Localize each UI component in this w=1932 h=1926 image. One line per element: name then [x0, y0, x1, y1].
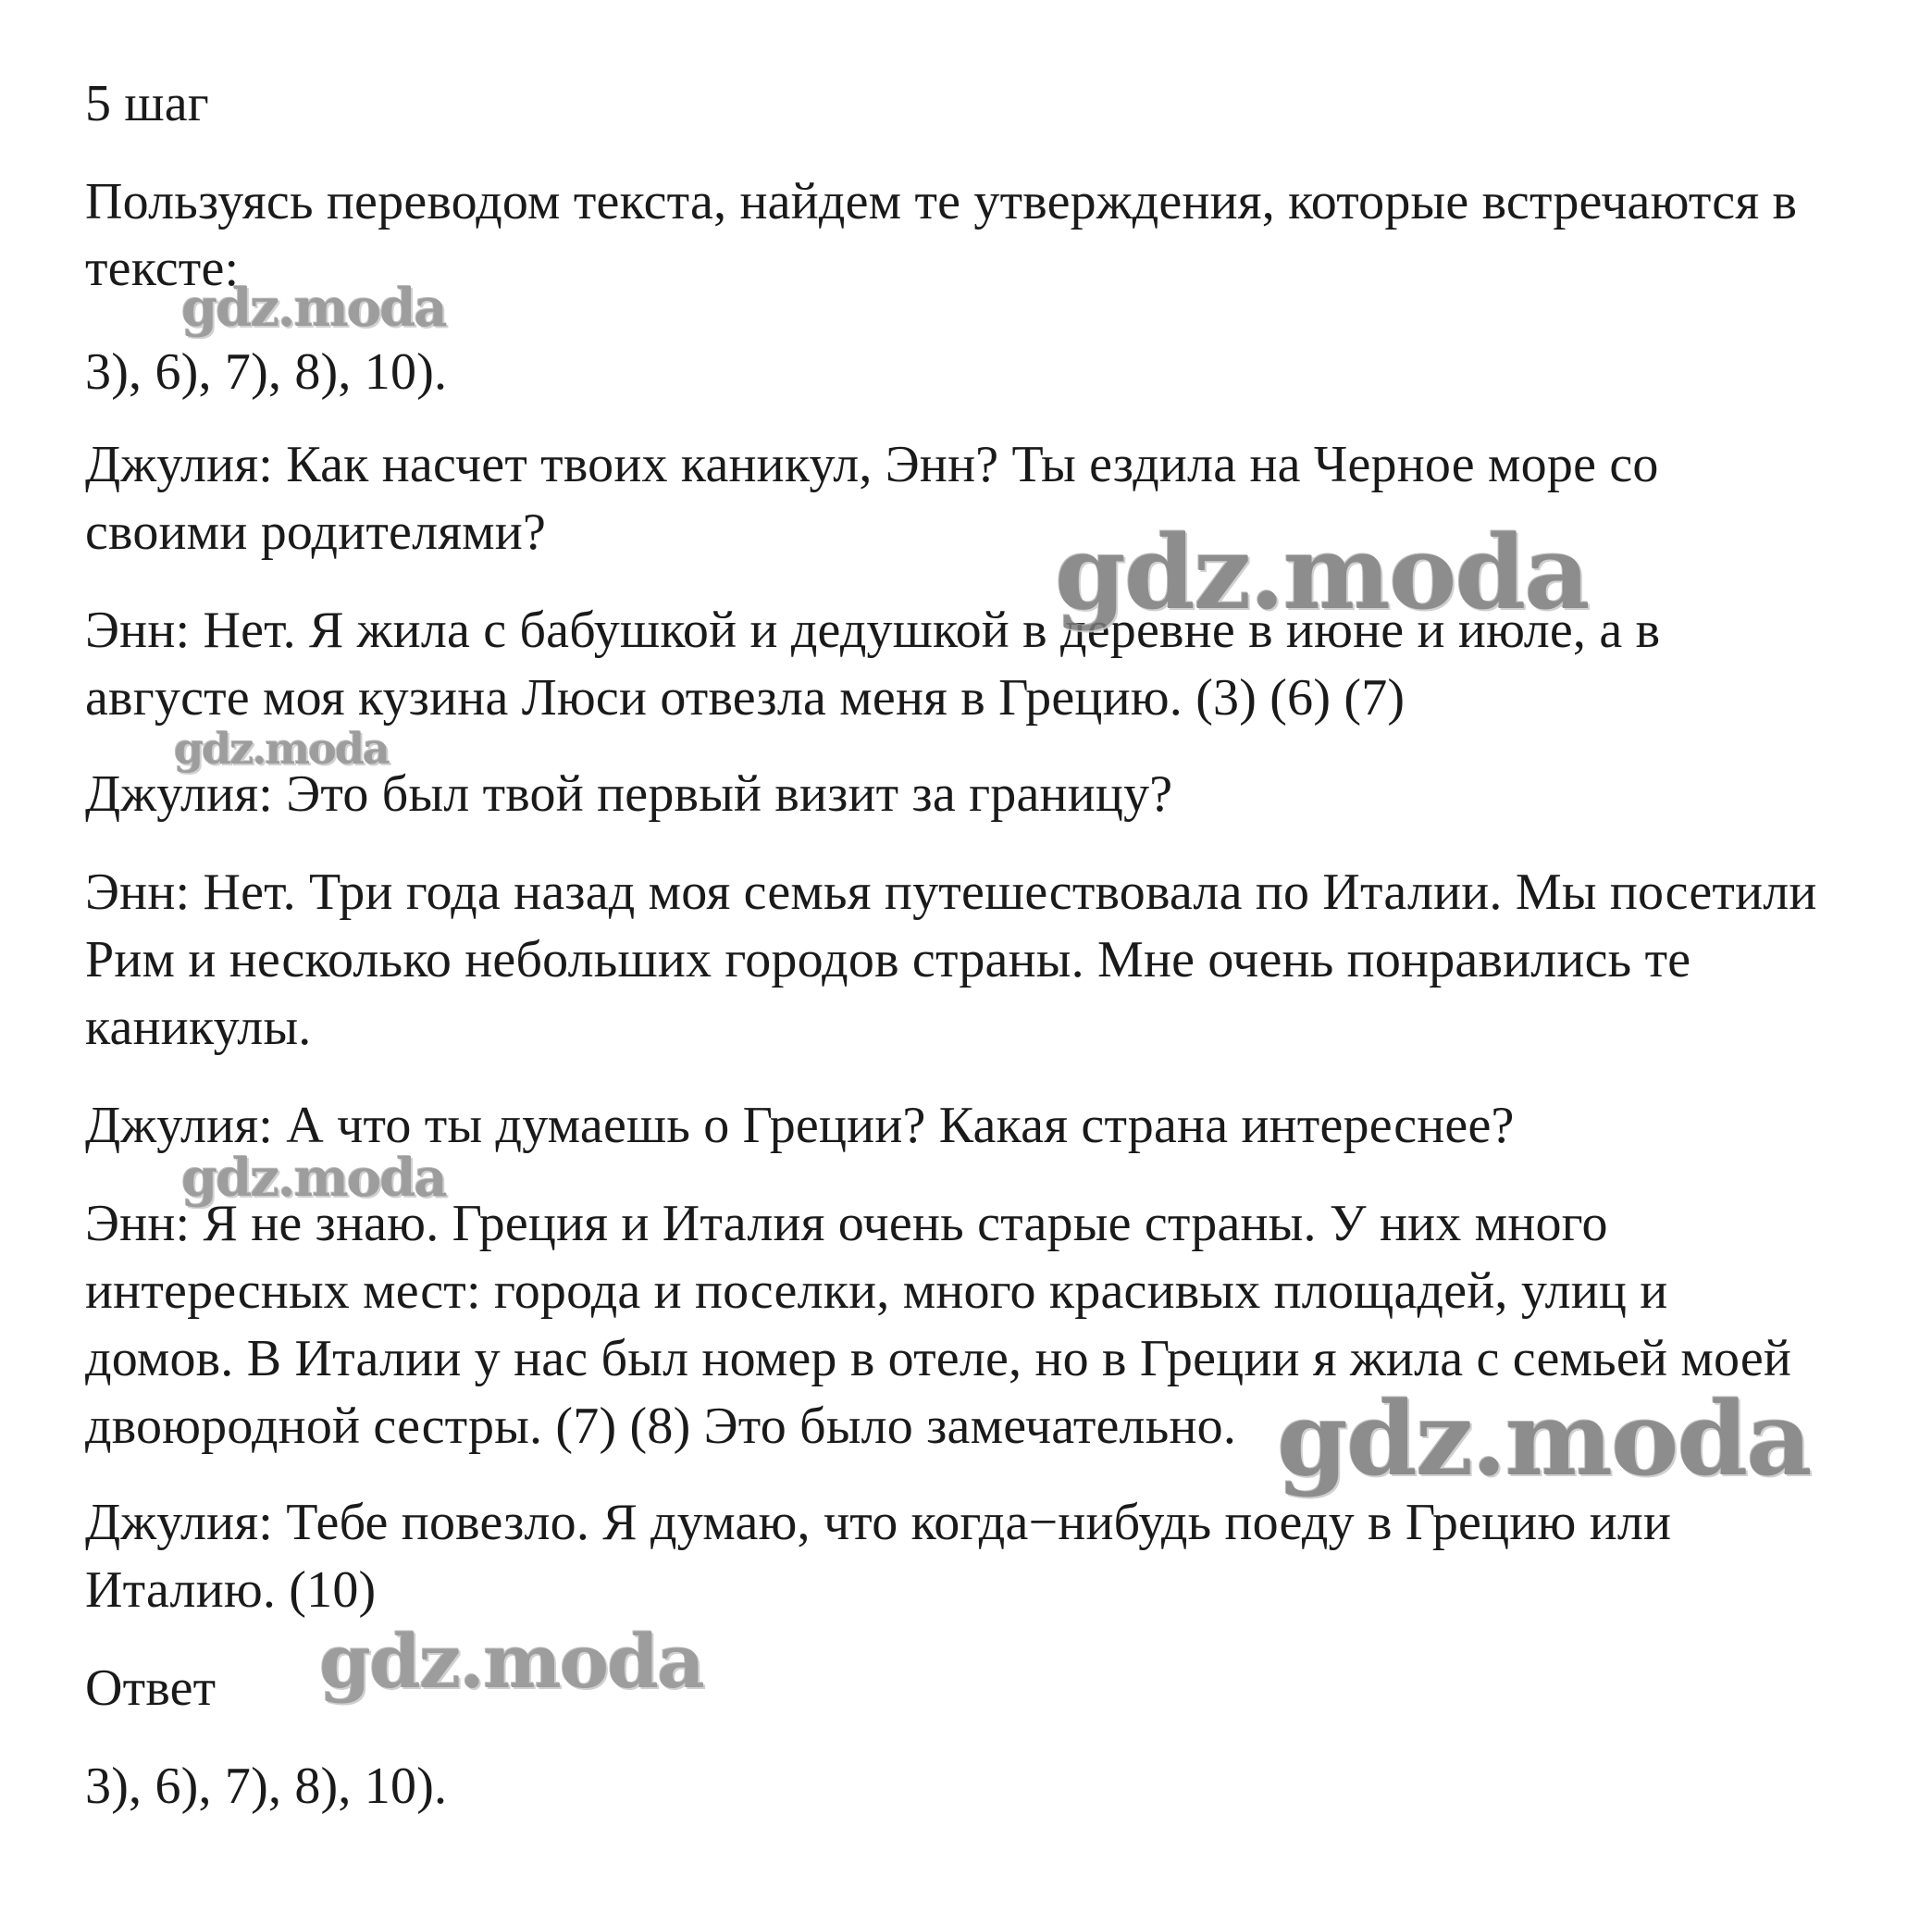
dialogue-line-4: августе моя кузина Люси отвезла меня в Грецию. (3) (6) (7)	[85, 669, 1406, 727]
dialogue-line-9: Джулия: А что ты думаешь о Греции? Какая страна интереснее?	[85, 1097, 1515, 1154]
watermark-5: gdz.moda	[1277, 1379, 1811, 1498]
answer-list-top: 3), 6), 7), 8), 10).	[85, 343, 448, 401]
intro-line-1: Пользуясь переводом текста, найдем те утверждения, которые встречаются в	[85, 173, 1798, 230]
dialogue-line-3: Энн: Нет. Я жила с бабушкой и дедушкой в деревне в июне и июле, а в	[85, 602, 1661, 659]
dialogue-line-7: Рим и несколько небольших городов страны. Мне очень понравились те	[85, 931, 1691, 988]
dialogue-line-12: домов. В Италии у нас был номер в отеле, но в Греции я жила с семьей моей	[85, 1330, 1792, 1387]
answer-label: Ответ	[85, 1659, 217, 1717]
dialogue-line-8: каникулы.	[85, 999, 312, 1056]
dialogue-line-10: Энн: Я не знаю. Греция и Италия очень старые страны. У них много	[85, 1195, 1608, 1252]
dialogue-line-13: двоюродной сестры. (7) (8) Это было замечательно.	[85, 1398, 1237, 1455]
watermark-2: gdz.moda	[1055, 513, 1589, 632]
intro-line-2: тексте:	[85, 240, 240, 297]
dialogue-line-14: Джулия: Тебе повезло. Я думаю, что когда−нибудь поеду в Грецию или	[85, 1494, 1672, 1551]
dialogue-line-15: Италию. (10)	[85, 1561, 377, 1619]
watermark-3: gdz.moda	[174, 724, 389, 774]
watermark-1: gdz.moda	[181, 278, 446, 339]
dialogue-line-1: Джулия: Как насчет твоих каникул, Энн? Ты ездила на Черное море со	[85, 436, 1659, 493]
watermark-4: gdz.moda	[181, 1148, 446, 1209]
dialogue-line-6: Энн: Нет. Три года назад моя семья путешествовала по Италии. Мы посетили	[85, 864, 1817, 921]
answer-list-bottom: 3), 6), 7), 8), 10).	[85, 1758, 448, 1815]
dialogue-line-2: своими родителями?	[85, 503, 547, 561]
dialogue-line-5: Джулия: Это был твой первый визит за границу?	[85, 765, 1173, 823]
step-title: 5 шаг	[85, 75, 209, 132]
dialogue-line-11: интересных мест: города и поселки, много красивых площадей, улиц и	[85, 1262, 1668, 1320]
watermark-6: gdz.moda	[319, 1618, 703, 1705]
